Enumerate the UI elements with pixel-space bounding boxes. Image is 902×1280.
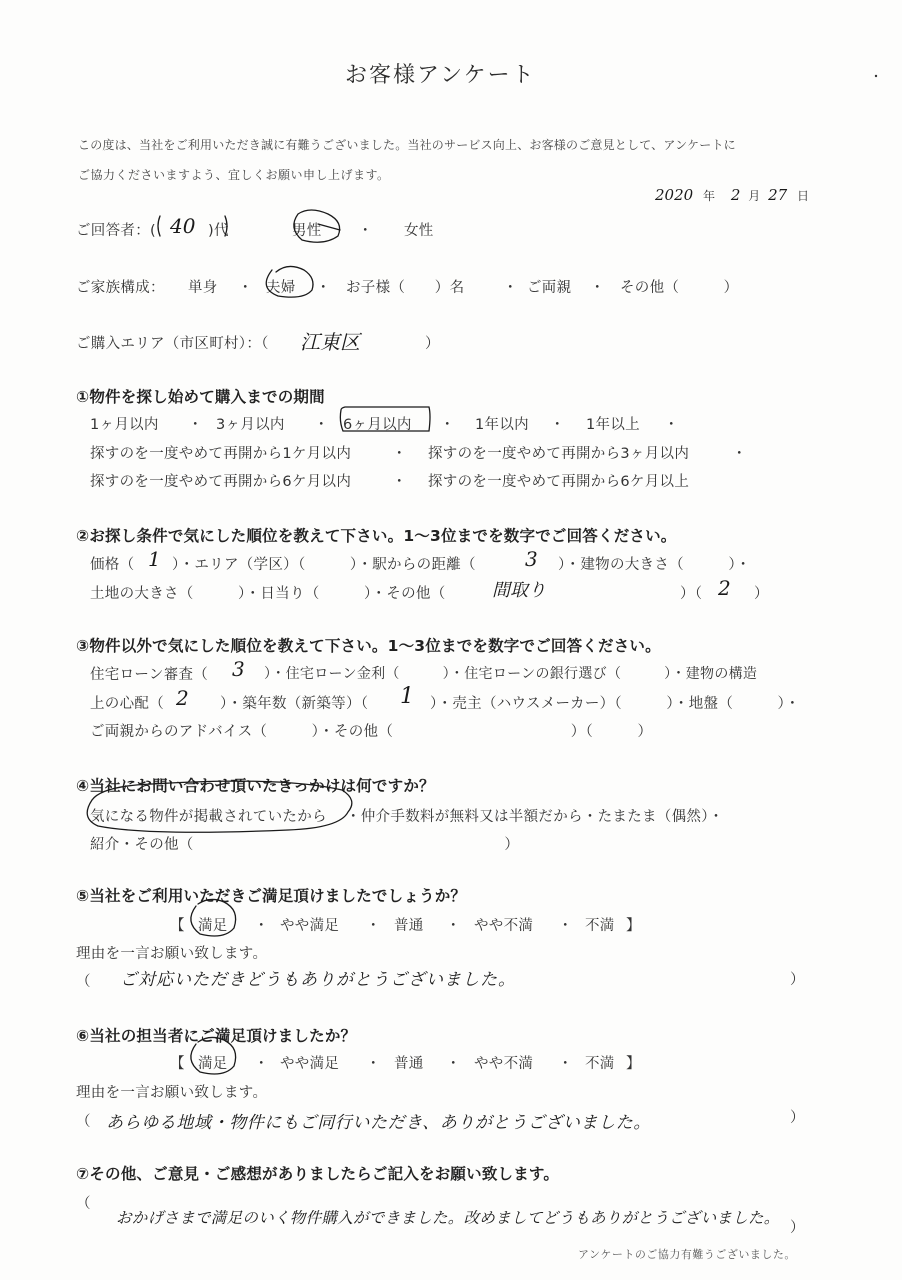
q6-option-dissatisfied[interactable]: 不満 [585,1056,615,1072]
q3-heading: ③物件以外で気にした順位を教えて下さい。1～3位までを数字でご回答ください。 [76,637,661,655]
q7-heading: ⑦その他、ご意見・ご感想がありましたらご記入をお願い致します。 [76,1165,560,1183]
q1-option-restart-over-6month[interactable]: 探すのを一度やめて再開から6ケ月以上 [428,474,690,490]
q3-advice-label: ご両親からのアドバイス（ ）・その他（ ）（ ） [90,724,653,740]
q5-bracket-close: 】 [626,918,641,934]
q1-option-3month[interactable]: 3ヶ月以内 [216,417,285,433]
q3-loan-review-label: 住宅ローン審査（ [90,667,209,683]
q6-bracket-close: 】 [626,1056,641,1072]
q5-option-somewhat-dissatisfied[interactable]: やや不満 [474,918,534,934]
gender-male-option[interactable]: 男性 [292,223,322,239]
date-day-unit: 日 [797,189,810,203]
q1-option-over-1year[interactable]: 1年以上 [586,417,640,433]
q2-building-label: ）・建物の大きさ（ ）・ [558,557,751,573]
q5-option-satisfied[interactable]: 満足 [198,918,228,934]
q6-sep: ・ [254,1056,269,1072]
family-sep-4: ・ [590,280,605,296]
family-sep-3: ・ [503,280,518,296]
intro-line-1: この度は、当社をご利用いただき誠に有難うございました。当社のサービス向上、お客様のご意見として、アンケートに [78,138,736,152]
survey-date [655,186,809,204]
q2-station-rank[interactable]: 3 [525,547,538,571]
q1-sep: ・ [732,446,747,462]
q5-sep: ・ [254,918,269,934]
date-day: 27 [768,186,788,204]
q1-option-6month[interactable]: 6ヶ月以内 [343,417,412,433]
q1-option-restart-3month[interactable]: 探すのを一度やめて再開から3ヶ月以内 [428,446,690,462]
q1-sep: ・ [550,417,565,433]
q6-option-somewhat-dissatisfied[interactable]: やや不満 [474,1056,534,1072]
family-option-other[interactable]: その他（ ） [620,280,739,296]
q5-sep: ・ [366,918,381,934]
q1-sep: ・ [440,417,455,433]
q6-option-somewhat-satisfied[interactable]: やや満足 [280,1056,340,1072]
q3-loan-rest: ）・住宅ローン金利（ ）・住宅ローンの銀行選び（ ）・建物の構造 [264,666,758,682]
q3-structure-rank[interactable]: 2 [176,686,189,710]
q2-other-rank[interactable]: 2 [718,576,731,600]
q5-paren-close: ） [790,972,805,988]
family-option-couple[interactable]: 夫婦 [266,280,296,296]
q3-seller-label: ）・売主（ハウスメーカー）（ ）・地盤（ ）・ [430,696,800,712]
family-option-children[interactable]: お子様（ ）名 [346,280,465,296]
family-sep-1: ・ [238,280,253,296]
q4-option-rest[interactable]: ・仲介手数料が無料又は半額だから・たまたま（偶然）・ [346,809,724,825]
q5-option-dissatisfied[interactable]: 不満 [585,918,615,934]
speck-mark [875,75,877,77]
q5-reason-text[interactable]: ご対応いただきどうもありがとうございました。 [120,970,516,990]
q7-comment-text[interactable]: おかげさまで満足のいく物件購入ができました。改めましてどうもありがとうございました。 [116,1209,780,1227]
q2-price-rank[interactable]: 1 [148,547,161,571]
family-label: ご家族構成： [76,280,165,296]
q1-option-1month[interactable]: 1ヶ月以内 [90,417,159,433]
gender-separator: ・ [358,223,373,239]
date-month: 2 [730,186,741,204]
q5-heading: ⑤当社をご利用いただきご満足頂けましたでしょうか？ [76,887,467,905]
q1-sep: ・ [314,417,329,433]
area-label: ご購入エリア（市区町村）：（ [76,336,269,352]
q1-sep: ・ [664,417,679,433]
q6-reason-label: 理由を一言お願い致します。 [76,1085,268,1101]
q6-option-neutral[interactable]: 普通 [394,1056,424,1072]
q6-reason-text[interactable]: あらゆる地域・物件にもご同行いただき、ありがとうございました。 [106,1113,651,1133]
area-value[interactable]: 江東区 [300,330,360,354]
respondent-age-suffix: )代 [208,223,229,239]
q6-paren-open: （ [76,1114,91,1130]
q3-loan-review-rank[interactable]: 3 [232,657,245,681]
q5-option-somewhat-satisfied[interactable]: やや満足 [280,918,340,934]
q2-end: ） [754,586,769,602]
q2-area-station-label: ）・エリア（学区）（ ）・駅からの距離（ [172,557,476,573]
intro-line-2: ご協力くださいますよう、宜しくお願い申し上げます。 [78,168,390,182]
q5-sep: ・ [558,918,573,934]
q4-heading: ④当社にお問い合わせ頂いたきっかけは何ですか？ [76,777,435,795]
q1-sep: ・ [392,446,407,462]
q6-sep: ・ [558,1056,573,1072]
q6-option-satisfied[interactable]: 満足 [198,1056,228,1072]
q3-age-label: ）・築年数（新築等）（ [220,696,369,712]
q7-paren-open: （ [76,1196,91,1212]
date-year: 2020 [655,186,694,204]
q2-other-text[interactable]: 間取り [492,580,546,601]
footer-thanks: アンケートのご協力有難うございました。 [578,1248,796,1261]
q2-heading: ②お探し条件で気にした順位を教えて下さい。1～3位までを数字でご回答ください。 [76,527,677,545]
q3-age-rank[interactable]: 1 [400,684,414,709]
q1-sep: ・ [188,417,203,433]
family-option-single[interactable]: 単身 [188,280,218,296]
family-option-parents[interactable]: ご両親 [527,280,572,296]
q5-paren-open: （ [76,974,91,990]
q2-land-label: 土地の大きさ（ ）・日当り（ ）・その他（ [90,586,446,602]
q5-option-neutral[interactable]: 普通 [394,918,424,934]
q6-paren-close: ） [790,1110,805,1126]
q6-sep: ・ [366,1056,381,1072]
q1-option-restart-6month[interactable]: 探すのを一度やめて再開から6ケ月以内 [90,474,352,490]
date-year-unit: 年 [703,189,716,203]
q5-sep: ・ [446,918,461,934]
q4-option-referral-other[interactable]: 紹介・その他（ ） [90,837,520,853]
q2-price-label: 価格（ [90,557,135,573]
q6-bracket-open: 【 [170,1056,185,1072]
gender-female-option[interactable]: 女性 [404,223,434,239]
respondent-age-value[interactable]: 40 [170,214,196,238]
family-sep-2: ・ [316,280,331,296]
q2-other-close: ）（ [680,586,703,602]
q7-paren-close: ） [790,1220,805,1236]
date-month-unit: 月 [748,189,761,203]
area-close: ） [425,336,440,352]
q1-option-1year[interactable]: 1年以内 [475,417,529,433]
q4-option-listing[interactable]: 気になる物件が掲載されていたから [90,809,327,825]
q3-structure-label: 上の心配（ [90,696,164,712]
q6-sep: ・ [446,1056,461,1072]
q5-reason-label: 理由を一言お願い致します。 [76,946,268,962]
respondent-age-label: ご回答者：( [76,223,156,239]
q1-heading: ①物件を探し始めて購入までの期間 [76,388,325,406]
q6-heading: ⑥当社の担当者にご満足頂けましたか？ [76,1027,357,1045]
q1-option-restart-1month[interactable]: 探すのを一度やめて再開から1ケ月以内 [90,446,352,462]
q5-bracket-open: 【 [170,918,185,934]
q1-sep: ・ [392,474,407,490]
page-title: お客様アンケート [345,63,536,88]
